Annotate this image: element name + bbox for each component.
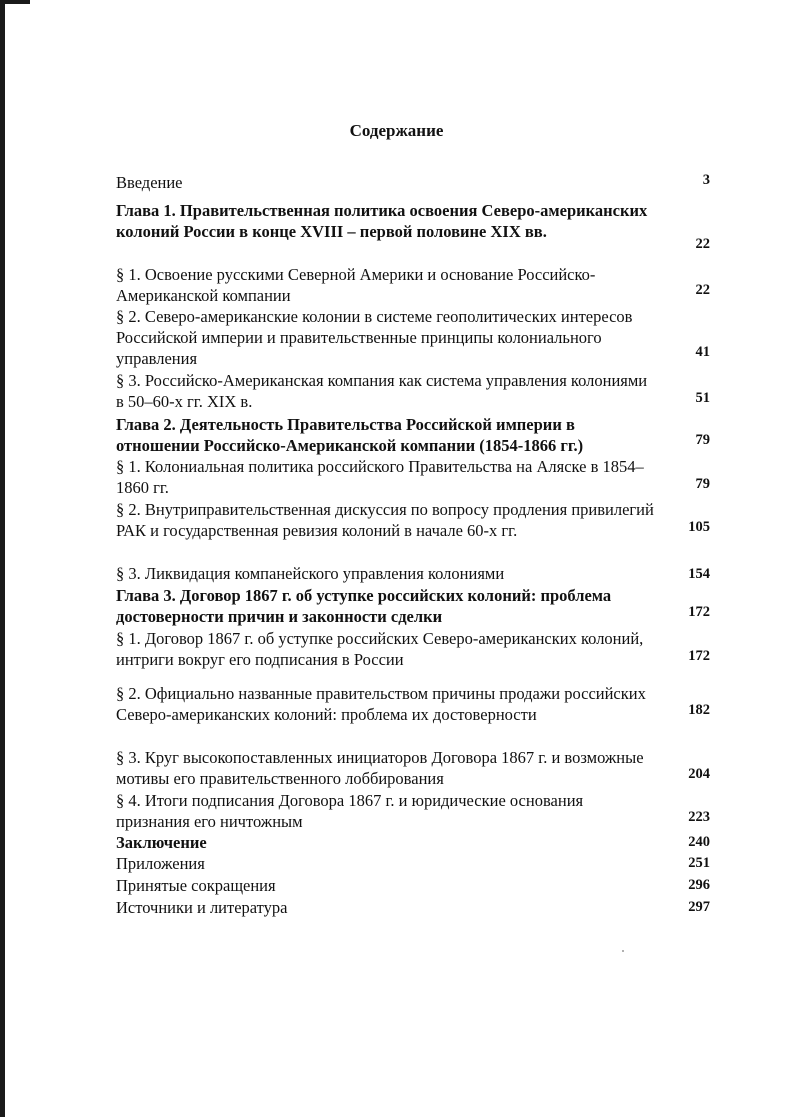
scan-edge-top bbox=[0, 0, 30, 4]
toc-page-number: 51 bbox=[695, 390, 710, 406]
page-title: Содержание bbox=[349, 121, 444, 140]
toc-page-number: 204 bbox=[688, 766, 710, 782]
toc-page-number: 172 bbox=[688, 648, 710, 664]
toc-page-number: 105 bbox=[688, 519, 710, 535]
toc-entry-ch2-section-1: § 1. Колониальная политика российского Правительства на Аляске в 1854–1860 гг. bbox=[116, 457, 644, 497]
toc-entry-chapter-2: Глава 2. Деятельность Правительства Российской империи в отношении Российско-Американской компании (1854-1866 гг.) bbox=[116, 415, 584, 455]
toc-page-number: 3 bbox=[702, 172, 710, 188]
toc-entry-ch3-section-1: § 1. Договор 1867 г. об уступке российских Северо-американских колоний, интриги вокруг его подписания в России bbox=[116, 629, 644, 669]
scan-speck bbox=[622, 950, 624, 952]
toc-page-number: 296 bbox=[688, 877, 710, 893]
toc-entry-ch2-section-2: § 2. Внутриправительственная дискуссия по вопросу продления привилегий РАК и государственная ревизия колоний в начале 60-х гг. bbox=[116, 500, 654, 540]
toc-page-number: 154 bbox=[688, 566, 710, 582]
toc-entry-ch2-section-3: § 3. Ликвидация компанейского управления колониями bbox=[116, 564, 505, 583]
toc-page-number: 172 bbox=[688, 604, 710, 620]
toc-entry-ch1-section-3: § 3. Российско-Американская компания как система управления колониями в 50–60-х гг. XIX в. bbox=[116, 371, 648, 411]
toc-page-number: 182 bbox=[688, 702, 710, 718]
toc-entry-ch3-section-4: § 4. Итоги подписания Договора 1867 г. и юридические основания признания его ничтожным bbox=[116, 791, 584, 831]
toc-entry-ch3-section-2: § 2. Официально названные правительством причины продажи российских Северо-американских колоний: проблема их достоверности bbox=[116, 684, 646, 724]
toc-page-number: 79 bbox=[695, 476, 710, 492]
toc-entry-abbreviations: Принятые сокращения bbox=[116, 876, 276, 895]
toc-entry-conclusion: Заключение bbox=[116, 833, 207, 852]
toc-page-number: 41 bbox=[695, 344, 710, 360]
toc-entry-sources: Источники и литература bbox=[116, 898, 288, 917]
toc-entry-ch1-section-1: § 1. Освоение русскими Северной Америки и основание Российско-Американской компании bbox=[116, 265, 596, 305]
toc-page-number: 223 bbox=[688, 809, 710, 825]
toc-page-number: 240 bbox=[688, 834, 710, 850]
toc-page-number: 22 bbox=[695, 282, 710, 298]
toc-page-number: 22 bbox=[695, 236, 710, 252]
toc-entry-appendices: Приложения bbox=[116, 854, 205, 873]
toc-page-number: 297 bbox=[688, 899, 710, 915]
toc-entry-ch1-section-2: § 2. Северо-американские колонии в системе геополитических интересов Российской империи и правительственные принципы колониального управления bbox=[116, 307, 633, 368]
toc-entry-chapter-1: Глава 1. Правительственная политика освоения Северо-американских колоний России в конце XVIII – первой половине XIX вв. bbox=[116, 201, 648, 241]
toc-entry-introduction: Введение bbox=[116, 173, 183, 192]
scan-edge-left bbox=[0, 0, 5, 1117]
toc-page-number: 251 bbox=[688, 855, 710, 871]
toc-entry-ch3-section-3: § 3. Круг высокопоставленных инициаторов Договора 1867 г. и возможные мотивы его правительственного лоббирования bbox=[116, 748, 644, 788]
toc-page-number: 79 bbox=[695, 432, 710, 448]
toc-entry-chapter-3: Глава 3. Договор 1867 г. об уступке российских колоний: проблема достоверности причин и законности сделки bbox=[116, 586, 612, 626]
